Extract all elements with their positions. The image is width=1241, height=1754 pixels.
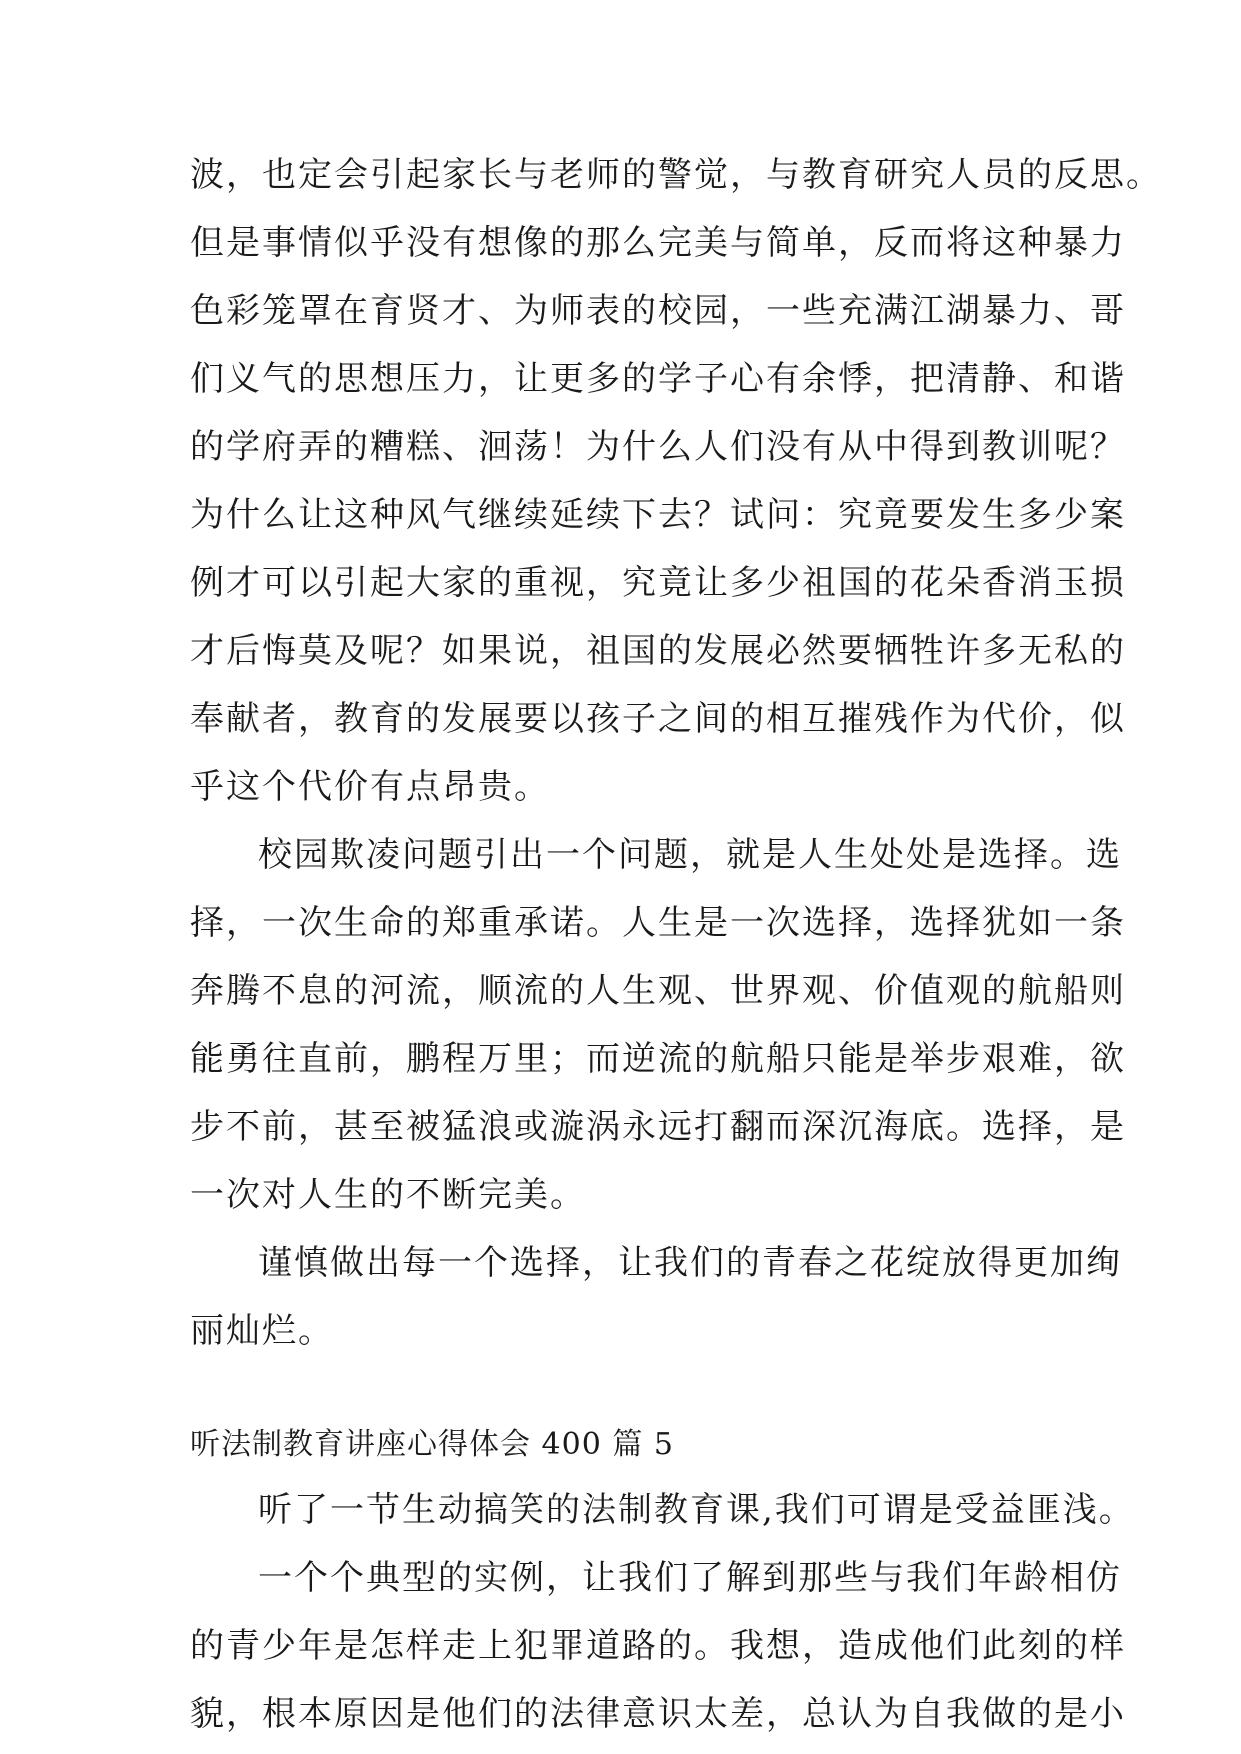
text-line: 但是事情似乎没有想像的那么完美与简单，反而将这种暴力 — [190, 223, 1126, 263]
paragraph-first-line: 校园欺凌问题引出一个问题，就是人生处处是选择。选 — [258, 835, 1122, 875]
text-line: 丽灿烂。 — [190, 1311, 334, 1351]
text-line: 奔腾不息的河流，顺流的人生观、世界观、价值观的航船则 — [190, 971, 1126, 1011]
text-line: 例才可以引起大家的重视，究竟让多少祖国的花朵香消玉损 — [190, 563, 1126, 603]
text-line: 们义气的思想压力，让更多的学子心有余悸，把清静、和谐 — [190, 359, 1126, 399]
text-line: 为什么让这种风气继续延续下去？试问：究竟要发生多少案 — [190, 495, 1126, 535]
section-heading: 听法制教育讲座心得体会 400 篇 5 — [190, 1427, 674, 1462]
text-line: 一次对人生的不断完美。 — [190, 1175, 586, 1215]
paragraph-first-line: 谨慎做出每一个选择，让我们的青春之花绽放得更加绚 — [258, 1243, 1122, 1283]
text-line: 乎这个代价有点昂贵。 — [190, 767, 550, 807]
text-line: 择，一次生命的郑重承诺。人生是一次选择，选择犹如一条 — [190, 903, 1126, 943]
text-line: 貌，根本原因是他们的法律意识太差，总认为自我做的是小 — [190, 1694, 1126, 1734]
text-line: 的青少年是怎样走上犯罪道路的。我想，造成他们此刻的样 — [190, 1626, 1126, 1666]
text-line: 能勇往直前，鹏程万里；而逆流的航船只能是举步艰难，欲 — [190, 1039, 1126, 1079]
text-line: 奉献者，教育的发展要以孩子之间的相互摧残作为代价，似 — [190, 699, 1126, 739]
paragraph-first-line: 听了一节生动搞笑的法制教育课,我们可谓是受益匪浅。 — [258, 1490, 1135, 1530]
text-line: 波，也定会引起家长与老师的警觉，与教育研究人员的反思。 — [190, 155, 1162, 195]
text-line: 色彩笼罩在育贤才、为师表的校园，一些充满江湖暴力、哥 — [190, 291, 1126, 331]
text-line: 步不前，甚至被猛浪或漩涡永远打翻而深沉海底。选择，是 — [190, 1107, 1126, 1147]
text-line: 才后悔莫及呢？如果说，祖国的发展必然要牺牲许多无私的 — [190, 631, 1126, 671]
text-line: 的学府弄的糟糕、洄荡！为什么人们没有从中得到教训呢？ — [190, 427, 1126, 467]
paragraph-first-line: 一个个典型的实例，让我们了解到那些与我们年龄相仿 — [258, 1558, 1122, 1598]
